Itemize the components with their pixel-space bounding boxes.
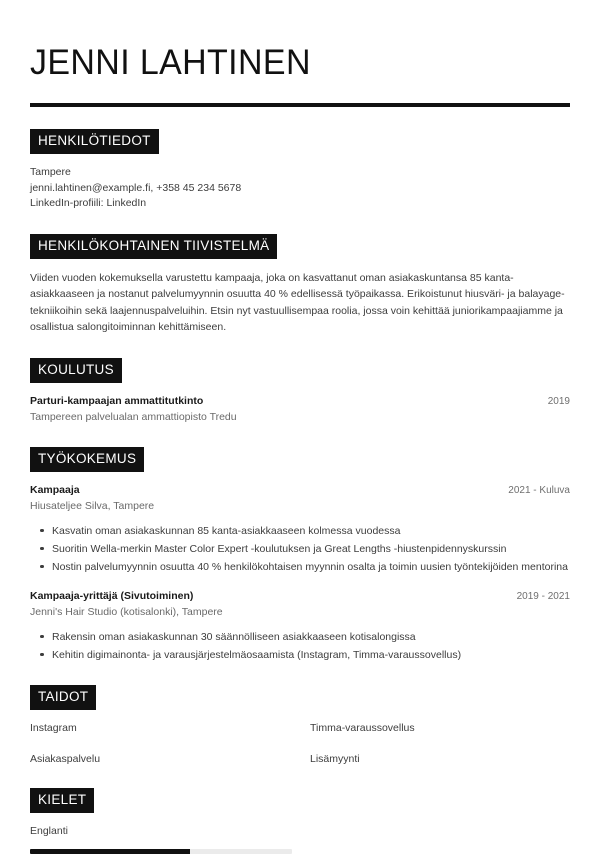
skills-grid — [30, 721, 570, 766]
experience-job-title: Kampaaja — [30, 483, 80, 496]
education-entry-head — [30, 394, 570, 409]
language-name: Englanti — [30, 824, 68, 837]
contact-details — [30, 165, 570, 212]
experience-job-title: Kampaaja-yrittäjä (Sivutoiminen) — [30, 589, 194, 602]
resume-header — [30, 0, 570, 107]
experience-bullet-list — [30, 523, 570, 575]
section-education — [30, 358, 570, 425]
experience-body — [30, 483, 570, 663]
experience-entry-head — [30, 589, 570, 604]
section-title-experience: TYÖKOKEMUS — [30, 447, 144, 472]
skill-item: Lisämyynti — [310, 752, 360, 765]
education-date: 2019 — [547, 395, 570, 407]
experience-bullet-list — [30, 629, 570, 663]
skill-item: Asiakaspalvelu — [30, 752, 101, 765]
contact-linkedin[interactable]: LinkedIn-profiili: LinkedIn — [30, 197, 147, 209]
section-title-summary: HENKILÖKOHTAINEN TIIVISTELMÄ — [30, 234, 277, 259]
skills-body — [30, 721, 570, 766]
section-skills — [30, 685, 570, 766]
section-title-contact: HENKILÖTIEDOT — [30, 129, 159, 154]
skill-item: Instagram — [30, 721, 77, 734]
section-languages — [30, 788, 570, 854]
education-entry — [30, 394, 570, 425]
experience-bullet: Rakensin oman asiakaskunnan 30 säännölliseen asiakkaaseen kotisalongissa — [30, 629, 570, 645]
section-contact — [30, 129, 570, 212]
contact-location: Tampere — [30, 166, 71, 178]
experience-entry — [30, 589, 570, 663]
experience-bullet: Nostin palvelumyynnin osuutta 40 % henkilökohtaisen myynnin osalta ja toimin uusien työntekijöiden mentorina — [30, 559, 570, 575]
experience-employer: Hiusateljee Silva, Tampere — [30, 499, 155, 512]
skill-item: Timma-varaussovellus — [310, 721, 415, 734]
summary-body — [30, 270, 570, 336]
experience-date: 2021 - Kuluva — [508, 484, 570, 496]
candidate-name: JENNI LAHTINEN — [30, 43, 311, 82]
experience-employer: Jenni's Hair Studio (kotisalonki), Tampere — [30, 605, 223, 618]
section-summary — [30, 234, 570, 336]
language-proficiency-fill — [30, 849, 190, 854]
experience-bullet: Suoritin Wella-merkin Master Color Expert -koulutuksen ja Great Lengths -hiustenpidennyskurssin — [30, 541, 570, 557]
experience-bullet: Kasvatin oman asiakaskunnan 85 kanta-asiakkaaseen kolmessa vuodessa — [30, 523, 570, 539]
section-title-languages: KIELET — [30, 788, 94, 813]
experience-entry — [30, 483, 570, 575]
section-title-education: KOULUTUS — [30, 358, 122, 383]
contact-email-phone: jenni.lahtinen@example.fi, +358 45 234 5678 — [30, 181, 242, 194]
experience-entry-head — [30, 483, 570, 498]
section-experience — [30, 447, 570, 663]
education-body — [30, 394, 570, 425]
header-divider — [30, 103, 570, 107]
experience-date: 2019 - 2021 — [516, 590, 570, 602]
languages-body — [30, 824, 570, 854]
language-proficiency-bar — [30, 849, 292, 854]
education-degree: Parturi-kampaajan ammattitutkinto — [30, 394, 204, 407]
experience-bullet: Kehitin digimainonta- ja varausjärjestelmäosaamista (Instagram, Timma-varaussovellus) — [30, 647, 570, 663]
section-title-skills: TAIDOT — [30, 685, 96, 710]
summary-text: Viiden vuoden kokemuksella varustettu kampaaja, joka on kasvattanut oman asiakaskuntansa 85 kanta-asiakkaaseen ja nostanut palvelumyynnin osuutta 40 % edellisessä työpaikassa. Erikoistunut hiusväri- ja balayage-tekniikoihin sekä laajennuspalveluihin. Etsin nyt vastuullisempaa roolia, jossa voin kehittää juniorikampaajiamme ja osallistua salongitoiminnan kehittämiseen. — [30, 271, 565, 333]
education-institution: Tampereen palvelualan ammattiopisto Tredu — [30, 410, 237, 423]
